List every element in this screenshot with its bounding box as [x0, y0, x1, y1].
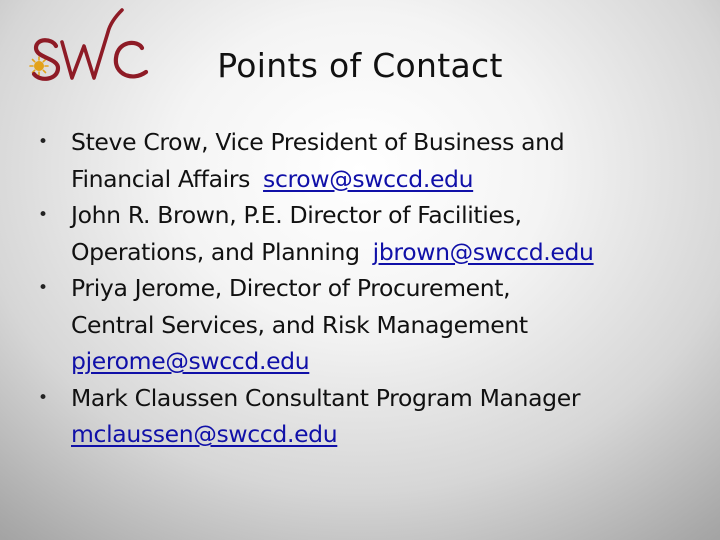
contact-department: Central Services, and Risk Management — [71, 310, 528, 339]
bullet-icon: • — [38, 278, 48, 298]
contact-name-title: Steve Crow, Vice President of Business and — [71, 128, 565, 156]
email-link[interactable]: pjerome@swccd.edu — [71, 347, 310, 375]
contact-name-title: Priya Jerome, Director of Procurement, — [71, 274, 511, 302]
bullet-icon: • — [38, 387, 48, 408]
list-item — [38, 380, 708, 453]
slide-title: Points of Contact — [217, 46, 503, 85]
contact-department: Operations, and Planning — [71, 237, 360, 266]
list-item — [38, 124, 708, 197]
bullet-icon: • — [38, 205, 48, 225]
swc-logo — [22, 2, 150, 86]
email-link[interactable]: mclaussen@swccd.edu — [71, 420, 338, 448]
email-link[interactable]: jbrown@swccd.edu — [372, 237, 594, 266]
email-link[interactable]: scrow@swccd.edu — [263, 164, 474, 193]
swc-sun-logo-icon — [30, 57, 48, 75]
contact-list — [38, 124, 708, 453]
contact-department: Financial Affairs — [71, 164, 251, 193]
bullet-icon: • — [38, 132, 48, 152]
contact-name-title: Mark Claussen Consultant Program Manager — [71, 383, 581, 412]
list-item — [38, 197, 708, 270]
list-item — [38, 270, 708, 380]
contact-name-title: John R. Brown, P.E. Director of Facilities, — [71, 201, 522, 229]
